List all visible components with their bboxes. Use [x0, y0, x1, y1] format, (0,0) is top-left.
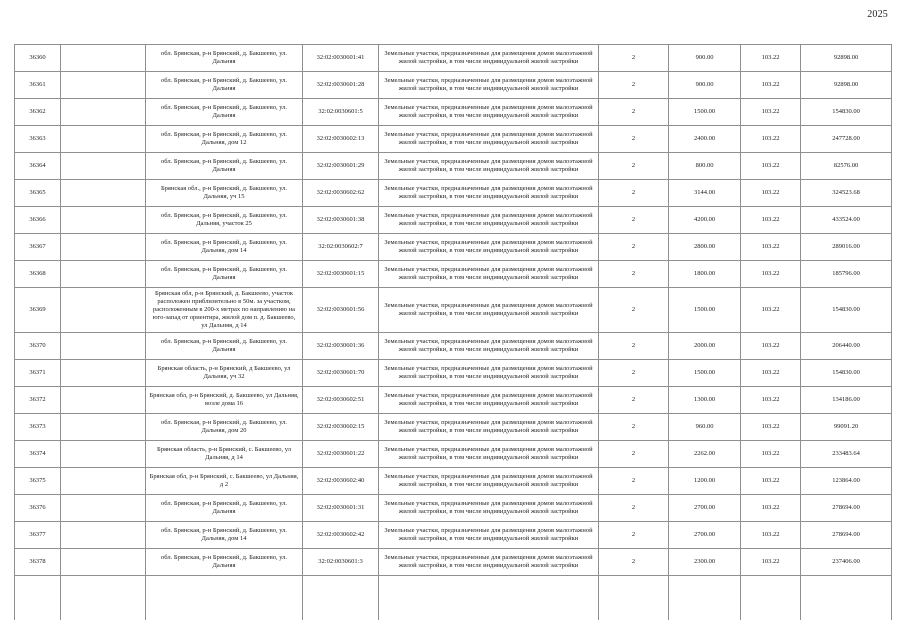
cell-specific-rate: 103.22	[741, 153, 801, 180]
table-row	[15, 261, 892, 288]
cell-cadastral-number: 32:02:0030602:40	[303, 468, 379, 495]
cell-specific-rate: 103.22	[741, 261, 801, 288]
cell-land-use-description: Земельные участки, предназначенные для размещения домов малоэтажной жилой застройки, в том числе индивидуальной жилой застройки	[379, 234, 599, 261]
cell-area: 2700.00	[669, 522, 741, 549]
cell-specific-rate: 103.22	[741, 72, 801, 99]
cell-address: Брянская обл, р-н Брянский, д. Бакшеево, ул Дальняя, возле дома 16	[146, 387, 303, 414]
cell-cadastral-number: 32:02:0030601:36	[303, 333, 379, 360]
cell-specific-rate: 103.22	[741, 207, 801, 234]
cell-blank	[61, 414, 146, 441]
land-parcels-table	[14, 44, 892, 620]
cell-row-id: 36361	[15, 72, 61, 99]
cell-blank	[61, 126, 146, 153]
cell-cadastral-number: 32:02:0030601:70	[303, 360, 379, 387]
cell-cadastral-number: 32:02:0030602:13	[303, 126, 379, 153]
cell-land-use-description: Земельные участки, предназначенные для размещения домов малоэтажной жилой застройки, в том числе индивидуальной жилой застройки	[379, 441, 599, 468]
cell-land-use-description: Земельные участки, предназначенные для размещения домов малоэтажной жилой застройки, в том числе индивидуальной жилой застройки	[379, 387, 599, 414]
cell-address: обл. Брянская, р-н Брянский, д. Бакшеево, ул. Дальняя, дом 14	[146, 234, 303, 261]
cell-blank	[61, 333, 146, 360]
cell-group-number: 2	[599, 234, 669, 261]
cell-row-id: 36377	[15, 522, 61, 549]
cell-land-use-description: Земельные участки, предназначенные для размещения домов малоэтажной жилой застройки, в том числе индивидуальной жилой застройки	[379, 153, 599, 180]
cell-cadastral-number: 32:02:0030602:51	[303, 387, 379, 414]
cell-group-number: 2	[599, 522, 669, 549]
cell-cadastral-value: 433524.00	[801, 207, 892, 234]
cell-group-number	[599, 576, 669, 620]
cell-address: Брянская область, р-н Брянский, д Бакшеево, ул Дальняя, уч 32	[146, 360, 303, 387]
cell-land-use-description: Земельные участки, предназначенные для размещения домов малоэтажной жилой застройки, в том числе индивидуальной жилой застройки	[379, 495, 599, 522]
cell-cadastral-value: 82576.00	[801, 153, 892, 180]
cell-area: 1800.00	[669, 261, 741, 288]
cell-blank	[61, 549, 146, 576]
cell-cadastral-number: 32:02:0030601:38	[303, 207, 379, 234]
cell-area: 2400.00	[669, 126, 741, 153]
cell-group-number: 2	[599, 333, 669, 360]
cell-row-id: 36372	[15, 387, 61, 414]
cell-address: обл. Брянская, р-н Брянский, д. Бакшеево, ул. Дальняя	[146, 153, 303, 180]
cell-specific-rate: 103.22	[741, 99, 801, 126]
cell-cadastral-value: 123864.00	[801, 468, 892, 495]
cell-blank	[61, 99, 146, 126]
table-row	[15, 234, 892, 261]
cell-cadastral-value: 237406.00	[801, 549, 892, 576]
table-row	[15, 549, 892, 576]
cell-land-use-description: Земельные участки, предназначенные для размещения домов малоэтажной жилой застройки, в том числе индивидуальной жилой застройки	[379, 99, 599, 126]
table-row	[15, 387, 892, 414]
cell-group-number: 2	[599, 180, 669, 207]
cell-cadastral-value: 92898.00	[801, 72, 892, 99]
cell-cadastral-number: 32:02:0030601:29	[303, 153, 379, 180]
cell-area: 1200.00	[669, 468, 741, 495]
cell-blank	[61, 441, 146, 468]
cell-specific-rate: 103.22	[741, 495, 801, 522]
table-row	[15, 288, 892, 333]
table-row	[15, 576, 892, 620]
cell-specific-rate: 103.22	[741, 288, 801, 333]
cell-address: обл. Брянская, р-н Брянский, д. Бакшеево, ул. Дальняя	[146, 72, 303, 99]
cell-land-use-description: Земельные участки, предназначенные для размещения домов малоэтажной жилой застройки, в том числе индивидуальной жилой застройки	[379, 72, 599, 99]
cell-area: 800.00	[669, 153, 741, 180]
cell-blank	[61, 261, 146, 288]
cell-area: 2262.00	[669, 441, 741, 468]
cell-area	[669, 576, 741, 620]
cell-cadastral-value: 99091.20	[801, 414, 892, 441]
cell-cadastral-value: 233483.64	[801, 441, 892, 468]
cell-cadastral-value: 324523.68	[801, 180, 892, 207]
cell-land-use-description: Земельные участки, предназначенные для размещения домов малоэтажной жилой застройки, в том числе индивидуальной жилой застройки	[379, 414, 599, 441]
cell-row-id: 36369	[15, 288, 61, 333]
table-row	[15, 333, 892, 360]
table-row	[15, 207, 892, 234]
cell-cadastral-value: 154830.00	[801, 360, 892, 387]
cell-group-number: 2	[599, 495, 669, 522]
cell-specific-rate: 103.22	[741, 333, 801, 360]
cell-land-use-description: Земельные участки, предназначенные для размещения домов малоэтажной жилой застройки, в том числе индивидуальной жилой застройки	[379, 333, 599, 360]
cell-address: обл. Брянская, р-н Брянский, д. Бакшеево, ул. Дальняя	[146, 45, 303, 72]
cell-blank	[61, 153, 146, 180]
cell-group-number: 2	[599, 45, 669, 72]
cell-address: обл. Брянская, р-н Брянский, д. Бакшеево, ул. Дальняя, участок 25	[146, 207, 303, 234]
cell-blank	[61, 468, 146, 495]
cell-address: Брянская область, р-н Брянский, с. Бакшеево, ул Дальняя, д 14	[146, 441, 303, 468]
cell-specific-rate: 103.22	[741, 45, 801, 72]
cell-blank	[61, 288, 146, 333]
cell-cadastral-value: 278694.00	[801, 522, 892, 549]
cell-blank	[61, 207, 146, 234]
cell-land-use-description: Земельные участки, предназначенные для размещения домов малоэтажной жилой застройки, в том числе индивидуальной жилой застройки	[379, 360, 599, 387]
cell-row-id: 36364	[15, 153, 61, 180]
table-row	[15, 522, 892, 549]
cell-cadastral-value: 154830.00	[801, 99, 892, 126]
cell-area: 1500.00	[669, 288, 741, 333]
cell-row-id: 36363	[15, 126, 61, 153]
cell-area: 960.00	[669, 414, 741, 441]
table-row	[15, 126, 892, 153]
cell-row-id: 36365	[15, 180, 61, 207]
cell-group-number: 2	[599, 387, 669, 414]
cell-land-use-description	[379, 576, 599, 620]
cell-blank	[61, 45, 146, 72]
cell-row-id: 36366	[15, 207, 61, 234]
cell-blank	[61, 387, 146, 414]
cell-specific-rate: 103.22	[741, 549, 801, 576]
table-row	[15, 441, 892, 468]
cell-cadastral-number: 32:02:0030602:15	[303, 414, 379, 441]
cell-row-id: 36370	[15, 333, 61, 360]
cell-specific-rate: 103.22	[741, 234, 801, 261]
cell-cadastral-number: 32:02:0030601:56	[303, 288, 379, 333]
cell-specific-rate: 103.22	[741, 180, 801, 207]
cell-row-id: 36375	[15, 468, 61, 495]
cell-group-number: 2	[599, 207, 669, 234]
cell-specific-rate: 103.22	[741, 414, 801, 441]
cell-land-use-description: Земельные участки, предназначенные для размещения домов малоэтажной жилой застройки, в том числе индивидуальной жилой застройки	[379, 45, 599, 72]
cell-address: Брянская обл, р-н Брянский, с. Бакшеево, ул Дальняя, д 2	[146, 468, 303, 495]
table-row	[15, 360, 892, 387]
cell-blank	[61, 234, 146, 261]
cell-blank	[61, 576, 146, 620]
cell-row-id: 36362	[15, 99, 61, 126]
table-row	[15, 414, 892, 441]
cell-blank	[61, 495, 146, 522]
cell-row-id: 36360	[15, 45, 61, 72]
cell-group-number: 2	[599, 441, 669, 468]
cell-cadastral-number: 32:02:0030601:3	[303, 549, 379, 576]
cell-address: обл. Брянская, р-н Брянский, д. Бакшеево, ул. Дальняя	[146, 333, 303, 360]
cell-address: обл. Брянская, р-н Брянский, д. Бакшеево, ул. Дальняя	[146, 495, 303, 522]
cell-land-use-description: Земельные участки, предназначенные для размещения домов малоэтажной жилой застройки, в том числе индивидуальной жилой застройки	[379, 468, 599, 495]
cell-group-number: 2	[599, 72, 669, 99]
cell-cadastral-value: 134186.00	[801, 387, 892, 414]
cell-land-use-description: Земельные участки, предназначенные для размещения домов малоэтажной жилой застройки, в том числе индивидуальной жилой застройки	[379, 522, 599, 549]
cell-area: 900.00	[669, 72, 741, 99]
table-row	[15, 180, 892, 207]
cell-address: обл. Брянская, р-н Брянский, д. Бакшеево, ул. Дальняя	[146, 261, 303, 288]
cell-address: Брянская обл., р-н Брянский, д. Бакшеево, ул. Дальняя, уч 15	[146, 180, 303, 207]
cell-group-number: 2	[599, 414, 669, 441]
cell-land-use-description: Земельные участки, предназначенные для размещения домов малоэтажной жилой застройки, в том числе индивидуальной жилой застройки	[379, 288, 599, 333]
cell-group-number: 2	[599, 126, 669, 153]
table-row	[15, 468, 892, 495]
cell-address: обл. Брянская, р-н Брянский, д. Бакшеево, ул. Дальняя	[146, 99, 303, 126]
cell-address	[146, 576, 303, 620]
cell-group-number: 2	[599, 360, 669, 387]
cell-address: обл. Брянская, р-н Брянский, д. Бакшеево, ул. Дальняя	[146, 549, 303, 576]
table-row	[15, 99, 892, 126]
cell-row-id: 36374	[15, 441, 61, 468]
cell-group-number: 2	[599, 288, 669, 333]
cell-cadastral-value: 185796.00	[801, 261, 892, 288]
page-number: 2025	[867, 9, 888, 20]
cell-blank	[61, 360, 146, 387]
cell-row-id: 36376	[15, 495, 61, 522]
cell-area: 3144.00	[669, 180, 741, 207]
cell-specific-rate: 103.22	[741, 522, 801, 549]
cell-area: 1500.00	[669, 360, 741, 387]
cell-row-id: 36373	[15, 414, 61, 441]
cell-group-number: 2	[599, 99, 669, 126]
cell-cadastral-number: 32:02:0030601:28	[303, 72, 379, 99]
cell-specific-rate: 103.22	[741, 468, 801, 495]
table-row	[15, 153, 892, 180]
cell-land-use-description: Земельные участки, предназначенные для размещения домов малоэтажной жилой застройки, в том числе индивидуальной жилой застройки	[379, 549, 599, 576]
cell-cadastral-number: 32:02:0030601:5	[303, 99, 379, 126]
cell-area: 2800.00	[669, 234, 741, 261]
cell-cadastral-value: 247728.00	[801, 126, 892, 153]
cell-address: Брянская обл, р-н Брянский, д. Бакшеево, участок расположен приблизительно в 50м. за участком, расположенным в 200-х метрах по направлению на юго-запад от ориентира, жилой дом п. д. Бакшеево, ул Дальняя, д 14	[146, 288, 303, 333]
cell-cadastral-value: 154830.00	[801, 288, 892, 333]
cell-area: 2000.00	[669, 333, 741, 360]
cell-blank	[61, 72, 146, 99]
cell-cadastral-value: 289016.00	[801, 234, 892, 261]
cell-area: 1300.00	[669, 387, 741, 414]
cell-area: 4200.00	[669, 207, 741, 234]
cell-address: обл. Брянская, р-н Брянский, д. Бакшеево, ул. Дальняя, дом 20	[146, 414, 303, 441]
cell-specific-rate: 103.22	[741, 387, 801, 414]
cell-area: 900.00	[669, 45, 741, 72]
cell-cadastral-value: 92898.00	[801, 45, 892, 72]
cell-specific-rate: 103.22	[741, 441, 801, 468]
cell-cadastral-number: 32:02:0030601:22	[303, 441, 379, 468]
cell-area: 2700.00	[669, 495, 741, 522]
cell-specific-rate: 103.22	[741, 126, 801, 153]
cell-blank	[61, 180, 146, 207]
cell-group-number: 2	[599, 153, 669, 180]
cell-land-use-description: Земельные участки, предназначенные для размещения домов малоэтажной жилой застройки, в том числе индивидуальной жилой застройки	[379, 207, 599, 234]
cell-area: 2300.00	[669, 549, 741, 576]
table-row	[15, 45, 892, 72]
cell-group-number: 2	[599, 468, 669, 495]
cell-row-id: 36371	[15, 360, 61, 387]
cell-cadastral-number: 32:02:0030601:15	[303, 261, 379, 288]
cell-cadastral-number	[303, 576, 379, 620]
cell-land-use-description: Земельные участки, предназначенные для размещения домов малоэтажной жилой застройки, в том числе индивидуальной жилой застройки	[379, 180, 599, 207]
cell-row-id	[15, 576, 61, 620]
cell-blank	[61, 522, 146, 549]
cell-specific-rate: 103.22	[741, 360, 801, 387]
cell-cadastral-value: 206440.00	[801, 333, 892, 360]
cell-address: обл. Брянская, р-н Брянский, д. Бакшеево, ул. Дальняя, дом 12	[146, 126, 303, 153]
cell-row-id: 36368	[15, 261, 61, 288]
cell-land-use-description: Земельные участки, предназначенные для размещения домов малоэтажной жилой застройки, в том числе индивидуальной жилой застройки	[379, 126, 599, 153]
cell-cadastral-value	[801, 576, 892, 620]
table-body	[15, 45, 892, 620]
cell-row-id: 36367	[15, 234, 61, 261]
cell-group-number: 2	[599, 549, 669, 576]
cell-cadastral-number: 32:02:0030602:7	[303, 234, 379, 261]
cell-group-number: 2	[599, 261, 669, 288]
cell-cadastral-number: 32:02:0030601:31	[303, 495, 379, 522]
cell-land-use-description: Земельные участки, предназначенные для размещения домов малоэтажной жилой застройки, в том числе индивидуальной жилой застройки	[379, 261, 599, 288]
cell-cadastral-number: 32:02:0030602:62	[303, 180, 379, 207]
table-row	[15, 495, 892, 522]
cell-cadastral-value: 278694.00	[801, 495, 892, 522]
cell-specific-rate	[741, 576, 801, 620]
cell-area: 1500.00	[669, 99, 741, 126]
cell-cadastral-number: 32:02:0030601:41	[303, 45, 379, 72]
cell-address: обл. Брянская, р-н Брянский, д. Бакшеево, ул. Дальняя, дом 14	[146, 522, 303, 549]
cell-cadastral-number: 32:02:0030602:42	[303, 522, 379, 549]
cell-row-id: 36378	[15, 549, 61, 576]
table-row	[15, 72, 892, 99]
